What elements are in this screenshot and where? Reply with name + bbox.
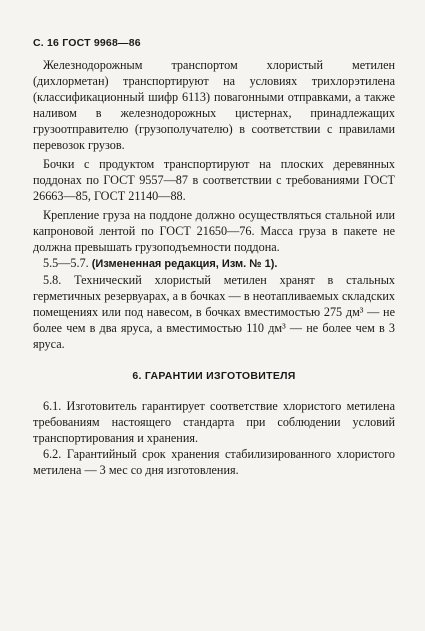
amendment-note: (Измененная редакция, Изм. № 1). [91,258,278,270]
paragraph-amendment [33,255,395,272]
paragraph-rail-transport: Железнодорожным транспортом хлористый метилен (дихлорметан) транспортируют на условиях трихлорэтилена (классификационный шифр 6113) повагонными отправками, а также наливом в железнодорожных цистернах, принадлежащих грузоотправителю (грузополучателю) в соответствии с правилами перевозок грузов. [33,58,395,152]
paragraph-guarantee-compliance: 6.1. Изготовитель гарантирует соответствие хлористого метилена требованиям настоящего стандарта при соблюдении условий транспортирования и хранения. [33,399,395,445]
paragraph-cargo-fastening: Крепление груза на поддоне должно осуществляться стальной или капроновой лентой по ГОСТ 21650—76. Масса груза в пакете не должна превышать грузоподъемности поддона. [33,208,395,254]
section-title: 6. ГАРАНТИИ ИЗГОТОВИТЕЛЯ [132,370,296,382]
page-header: С. 16 ГОСТ 9968—86 [33,37,141,49]
paragraph-barrels-pallets: Бочки с продуктом транспортируют на плоских деревянных поддонах по ГОСТ 9557—87 в соответствии с требованиями ГОСТ 26663—85, ГОСТ 21140—88. [33,157,395,203]
amendment-clause-number: 5.5—5.7. [43,256,92,270]
paragraph-guarantee-period: 6.2. Гарантийный срок хранения стабилизированного хлористого метилена — 3 мес со дня изготовления. [33,447,395,477]
paragraph-storage: 5.8. Технический хлористый метилен хранят в стальных герметичных резервуарах, а в бочках — в неотапливаемых складских помещениях или под навесом, в бочках вместимостью 275 дм³ — не более чем в два яруса, а вместимостью 110 дм³ — не более чем в 3 яруса. [33,273,395,351]
document-body [33,57,395,478]
